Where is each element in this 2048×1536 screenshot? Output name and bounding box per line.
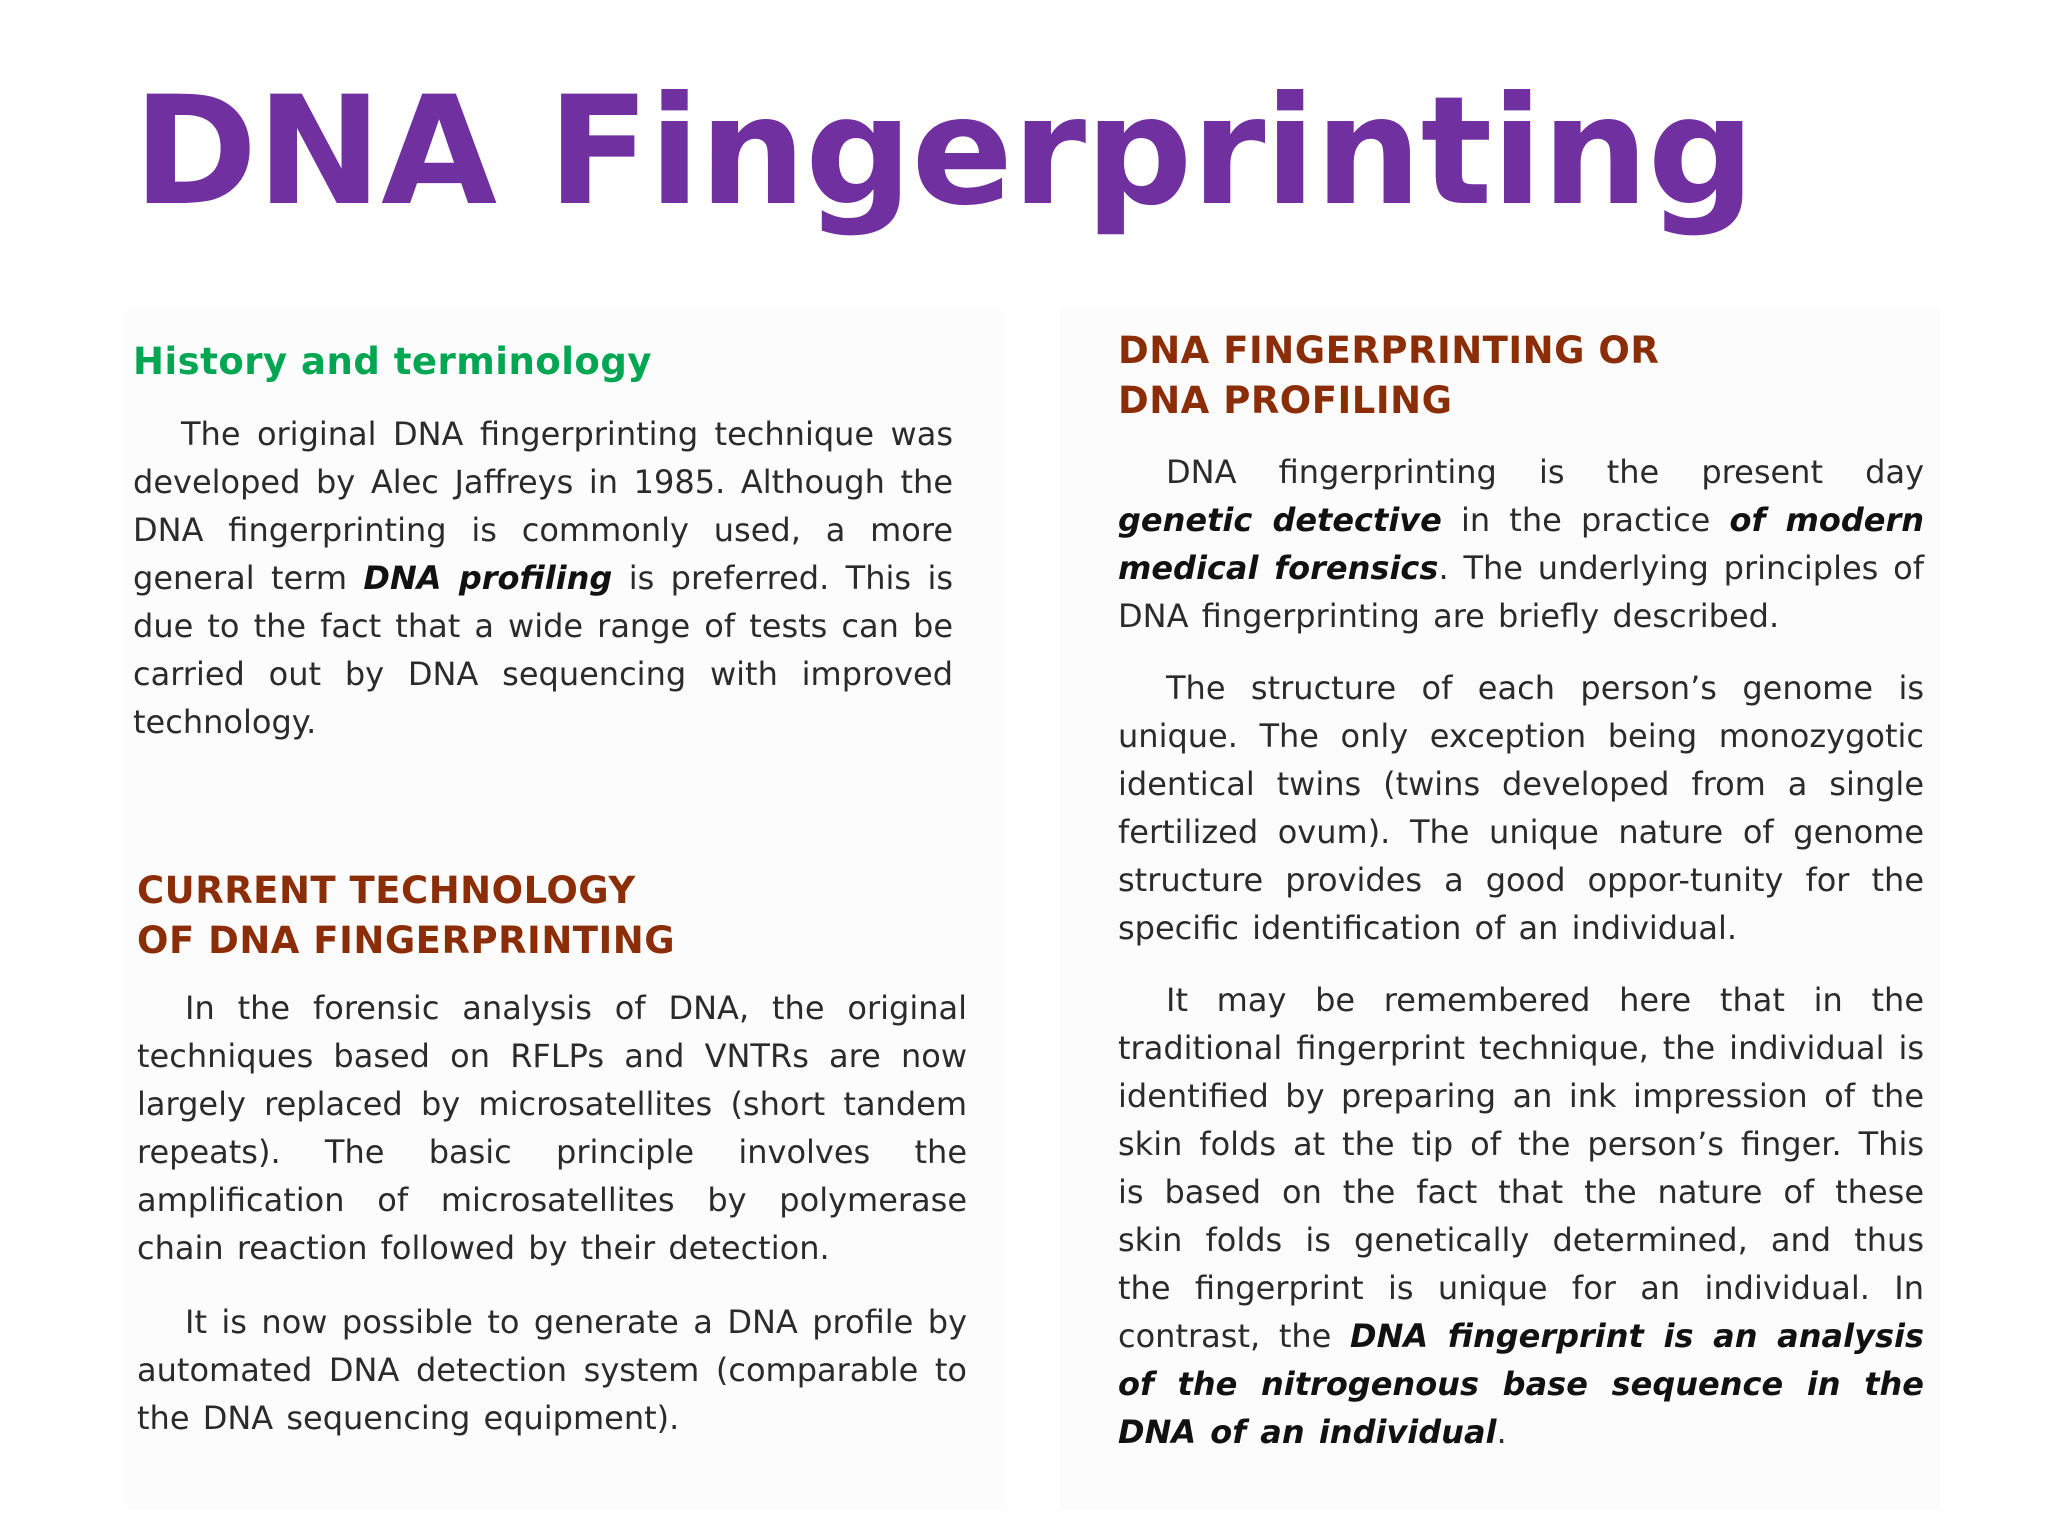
history-paragraph: The original DNA fingerprinting technique was developed by Alec Jaffreys in 1985. Although the DNA fingerprinting is commonly used, a more general term DNA profiling is preferred. This is due to the fact that a wide range of tests can be carried out by DNA sequencing with improved technology. <box>133 415 954 741</box>
emphasis-modern-medical-forensics: of modern medical forensics <box>1118 501 1924 587</box>
dna-profiling-paragraph-1: DNA fingerprinting is the present day genetic detective in the practice of modern medical forensics. The underlying principles of DNA fingerprinting are briefly described. <box>1118 453 1925 635</box>
slide-title: DNA Fingerprinting <box>133 65 1754 239</box>
current-technology-paragraph-2: It is now possible to generate a DNA profile by automated DNA detection system (comparable to the DNA sequencing equipment). <box>137 1303 967 1437</box>
current-technology-heading: CURRENT TECHNOLOGY OF DNA FINGERPRINTING <box>137 869 676 962</box>
current-technology-paragraph-1: In the forensic analysis of DNA, the original techniques based on RFLPs and VNTRs are now largely replaced by microsatellites (short tandem repeats). The basic principle involves the amplification of microsatellites by polymerase chain reaction followed by their detection. <box>137 989 967 1267</box>
current-technology-section <box>137 866 967 1442</box>
dna-profiling-heading: DNA FINGERPRINTING OR DNA PROFILING <box>1118 329 1660 422</box>
dna-profiling-paragraph-3: It may be remembered here that in the traditional fingerprint technique, the individual is identified by preparing an ink impression of the skin folds at the tip of the person’s finger. This is based on the fact that the nature of these skin folds is genetically determined, and thus the fingerprint is unique for an individual. In contrast, the DNA fingerprint is an analysis of the nitrogenous base sequence in the DNA of an individual. <box>1118 981 1925 1451</box>
history-heading: History and terminology <box>133 340 652 383</box>
history-section <box>133 340 953 746</box>
dna-profiling-section <box>1118 326 1924 1456</box>
dna-profiling-paragraph-2: The structure of each person’s genome is unique. The only exception being monozygotic identical twins (twins developed from a single fertilized ovum). The unique nature of genome structure provides a good oppor-tunity for the specific identification of an individual. <box>1118 669 1924 947</box>
emphasis-genetic-detective: genetic detective <box>1118 501 1442 539</box>
emphasis-dna-fingerprint-definition: DNA fingerprint is an analysis of the nitrogenous base sequence in the DNA of an individual <box>1118 1317 1925 1451</box>
emphasis-dna-profiling: DNA profiling <box>363 559 613 597</box>
